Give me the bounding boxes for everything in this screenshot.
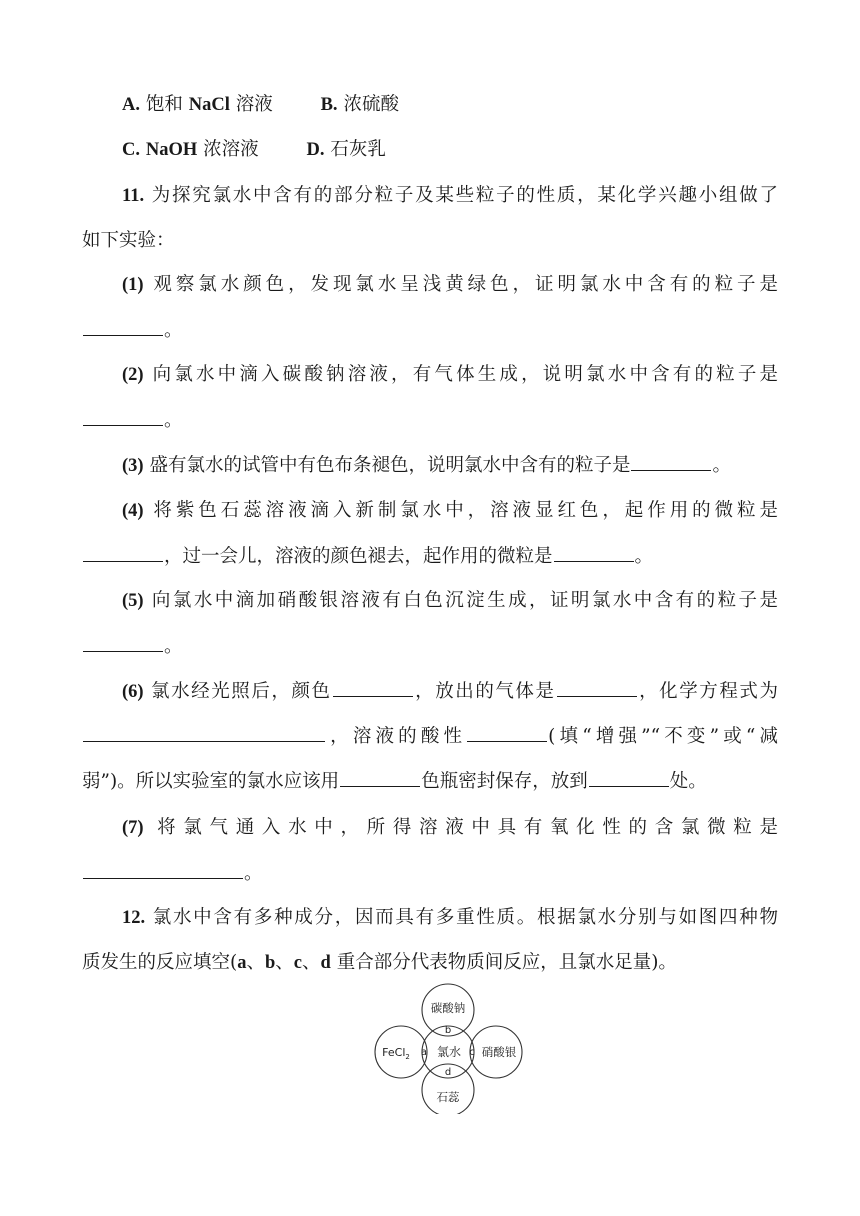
q11-p6-b: ，放出的气体是 (413, 681, 556, 702)
option-a-label: A. (122, 95, 140, 115)
q11-p7-end: 。 (244, 863, 263, 884)
q12-line2 (82, 948, 778, 978)
q11-intro-line1 (122, 181, 778, 211)
q11-p6-blank-bottle[interactable] (340, 766, 420, 787)
q12-b: b (264, 953, 276, 973)
q11-p3-blank[interactable] (631, 450, 711, 471)
q11-p6-blank-acidity[interactable] (467, 721, 547, 742)
option-c-post: 浓溶液 (197, 139, 259, 160)
q11-p4-text: 将紫色石蕊溶液滴入新制氯水中，溶液显红色，起作用的微粒是 (153, 500, 778, 521)
q11-p4-end: 。 (634, 546, 654, 567)
chlorine-water-diagram (372, 982, 528, 1114)
q11-p2-num: (2) (122, 365, 144, 385)
overlap-b: b (444, 1025, 452, 1036)
q11-p6-h: 处。 (669, 771, 707, 792)
q11-p2-text: 向氯水中滴入碳酸钠溶液，有气体生成，说明氯水中含有的粒子是 (152, 364, 778, 385)
q11-part1-line1 (122, 270, 778, 300)
q11-p7-blank[interactable] (83, 858, 243, 879)
label-bottom: 石蕊 (436, 1090, 460, 1104)
q11-part7-line2 (82, 858, 778, 889)
q11-p6-c: ，化学方程式为 (637, 681, 778, 702)
q11-p4-blank-2[interactable] (554, 541, 634, 562)
q11-p3-end: 。 (712, 455, 731, 476)
q11-p6-blank-equation[interactable] (83, 721, 325, 742)
q11-p1-num: (1) (122, 275, 144, 295)
q11-part6-line3 (82, 766, 778, 797)
q11-p5-num: (5) (122, 591, 144, 611)
q11-part7-line1 (122, 813, 778, 843)
q11-p5-text: 向氯水中滴加硝酸银溶液有白色沉淀生成，证明氯水中含有的粒子是 (151, 590, 778, 611)
q11-p3-num: (3) (122, 456, 144, 476)
q11-part6-line2 (82, 721, 778, 752)
q11-p6-blank-place[interactable] (589, 766, 669, 787)
option-b-label: B. (320, 95, 338, 115)
q11-part5-line2 (82, 631, 778, 662)
q11-part6-line1 (122, 676, 778, 707)
q11-part2-line1 (122, 360, 778, 390)
q12-a: a (237, 953, 247, 973)
q12-c: c (293, 953, 303, 973)
option-c-label: C. (122, 140, 140, 160)
q11-p7-text: 将氯气通入水中，所得溶液中具有氧化性的含氯微粒是 (157, 817, 778, 838)
q11-part5-line1 (122, 586, 778, 616)
q11-part2-line2 (82, 405, 778, 436)
options-row-cd (122, 135, 778, 165)
q12-line1 (122, 903, 778, 933)
q11-p6-num: (6) (122, 682, 144, 702)
q12-d: d (320, 953, 331, 973)
overlap-c: c (469, 1047, 475, 1058)
q11-p1-blank[interactable] (83, 315, 163, 336)
q11-intro-2: 如下实验： (82, 230, 175, 251)
q11-intro-line2 (82, 226, 778, 256)
q12-line-2-pre: 质发生的反应填空( (82, 952, 238, 973)
q11-p6-g: 色瓶密封保存，放到 (421, 771, 588, 792)
option-a-formula: NaCl (188, 95, 230, 115)
q11-p4-blank-1[interactable] (83, 541, 163, 562)
option-b-text: 浓硫酸 (343, 94, 399, 115)
q11-p1-text: 观察氯水颜色，发现氯水呈浅黄绿色，证明氯水中含有的粒子是 (153, 274, 778, 295)
q11-p1-end: 。 (164, 320, 183, 341)
q11-p2-end: 。 (164, 410, 183, 431)
q12-sep2: 、 (275, 952, 294, 973)
option-a-post: 溶液 (229, 94, 273, 115)
label-right: 硝酸银 (481, 1045, 517, 1059)
q11-p6-blank-color[interactable] (333, 676, 413, 697)
q12-sep1: 、 (246, 952, 265, 973)
options-row-ab (122, 90, 778, 120)
q11-p4-mid: ，过一会儿，溶液的颜色褪去，起作用的微粒是 (164, 546, 553, 567)
q11-part3 (122, 450, 778, 481)
q11-p7-num: (7) (122, 818, 144, 838)
label-center: 氯水 (436, 1045, 462, 1059)
q11-part4-line2 (82, 541, 778, 572)
label-top: 碳酸钠 (430, 1001, 466, 1015)
q11-p4-num: (4) (122, 501, 144, 521)
q11-p6-d: ，溶液的酸性 (326, 726, 467, 747)
q12-sep3: 、 (302, 952, 321, 973)
q11-part1-line2 (82, 315, 778, 346)
label-left-sub: 2 (405, 1053, 410, 1061)
q11-p6-f: 弱”)。所以实验室的氯水应该用 (82, 771, 340, 792)
q11-part4-line1 (122, 496, 778, 526)
option-d-label: D. (306, 140, 325, 160)
q11-intro-1: 为探究氯水中含有的部分粒子及某些粒子的性质，某化学兴趣小组做了 (151, 185, 778, 206)
option-a-pre: 饱和 (145, 94, 189, 115)
label-left (382, 1046, 410, 1061)
overlap-d: d (444, 1067, 452, 1078)
option-d-text: 石灰乳 (330, 139, 386, 160)
q11-p5-end: 。 (164, 636, 183, 657)
q11-p5-blank[interactable] (83, 631, 163, 652)
q12-line-1: 氯水中含有多种成分，因而具有多重性质。根据氯水分别与如图四种物 (152, 907, 778, 928)
overlap-a: a (420, 1047, 428, 1058)
q11-number: 11. (122, 186, 145, 206)
q11-p2-blank[interactable] (83, 405, 163, 426)
q11-p3-text: 盛有氯水的试管中有色布条褪色，说明氯水中含有的粒子是 (149, 455, 631, 476)
q12-number: 12. (122, 908, 146, 928)
q11-p6-a: 氯水经光照后，颜色 (151, 681, 332, 702)
q12-line-2-post: 重合部分代表物质间反应，且氯水足量)。 (330, 952, 677, 973)
q11-p6-blank-gas[interactable] (557, 676, 637, 697)
q11-p6-e: (填“增强”“不变”或“减 (548, 726, 778, 747)
option-c-formula: NaOH (145, 140, 198, 160)
label-left-main: FeCl (382, 1046, 406, 1059)
